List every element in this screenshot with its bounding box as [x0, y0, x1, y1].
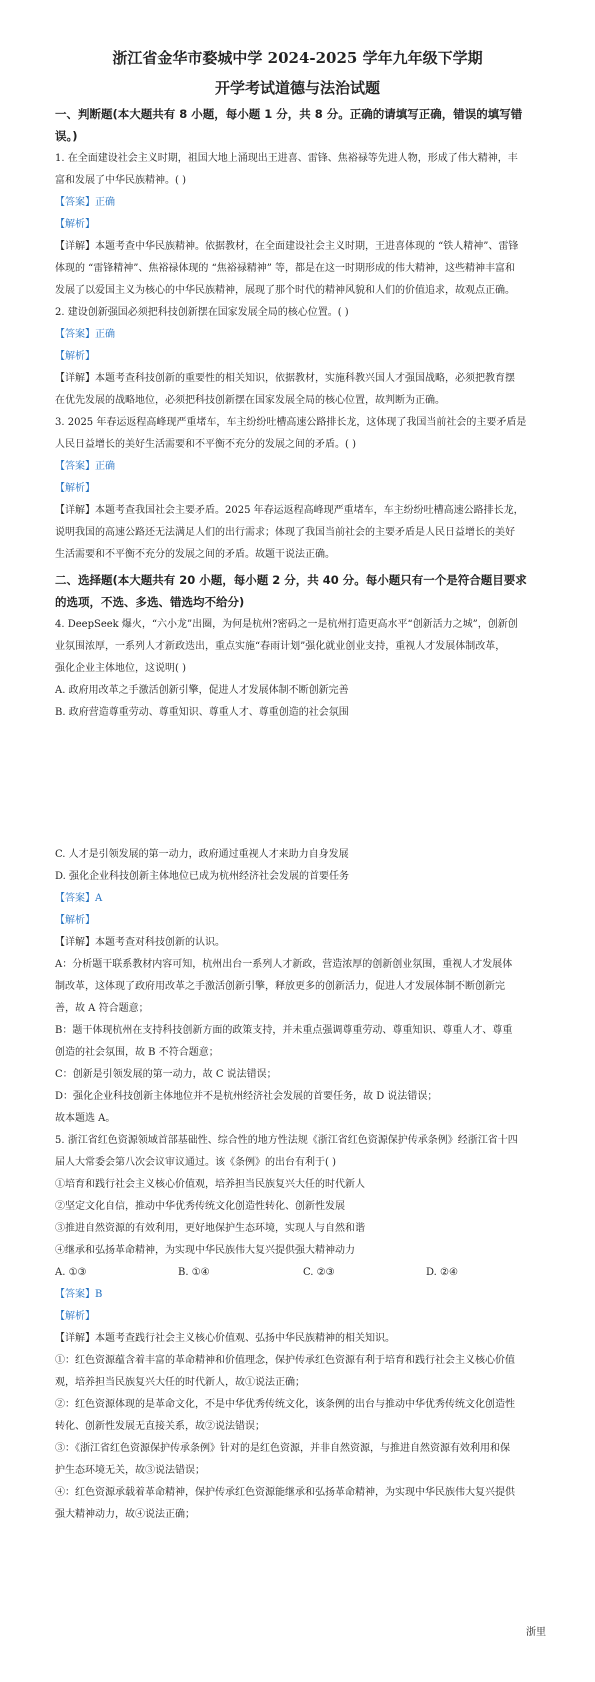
q5-item: ④继承和弘扬革命精神，为实现中华民族伟大复兴提供强大精神动力	[55, 1245, 355, 1256]
section1-heading: 一、判断题(本大题共有 8 小题，每小题 1 分，共 8 分。正确的请填写正确，错误的填写错	[55, 107, 523, 121]
q1-stem: 1. 在全面建设社会主义时期，祖国大地上涌现出王进喜、雷锋、焦裕禄等先进人物，形成了伟大精神，丰	[55, 153, 518, 164]
q3-detail: 生活需要和不平衡不充分的发展之间的矛盾。故题干说法正确。	[55, 549, 335, 560]
q4-option-d: D. 强化企业科技创新主体地位已成为杭州经济社会发展的首要任务	[55, 871, 350, 882]
q4-detail: 善，故 A 符合题意；	[55, 1003, 149, 1014]
q3-stem: 3. 2025 年春运返程高峰现严重堵车，车主纷纷吐槽高速公路排长龙，这体现了我国当前社会的主要矛盾是	[55, 417, 527, 428]
q4-option-c: C. 人才是引领发展的第一动力，政府通过重视人才来助力自身发展	[55, 849, 349, 860]
q5-detail: ③：《浙江省红色资源保护传承条例》针对的是红色资源，并非自然资源，与推进自然资源有效利用和保	[55, 1443, 510, 1454]
q2-answer: 【答案】正确	[55, 329, 115, 340]
q3-detail: 【详解】本题考查我国社会主要矛盾。2025 年春运返程高峰现严重堵车，车主纷纷吐槽高速公路排长龙，	[55, 505, 524, 516]
q5-choice-d: D. ②④	[426, 1267, 458, 1278]
q5-choice-c: C. ②③	[303, 1267, 335, 1278]
q4-detail: C：创新是引领发展的第一动力，故 C 说法错误；	[55, 1069, 277, 1080]
q4-jiexi: 【解析】	[55, 915, 95, 926]
q5-detail: 观，培养担当民族复兴大任的时代新人，故①说法正确；	[55, 1377, 305, 1388]
q3-stem: 人民日益增长的美好生活需要和不平衡不充分的发展之间的矛盾。( )	[55, 439, 356, 450]
q4-stem: 强化企业主体地位，这说明( )	[55, 663, 186, 674]
q5-detail: ①：红色资源蕴含着丰富的革命精神和价值理念，保护传承红色资源有利于培育和践行社会主义核心价值	[55, 1355, 515, 1366]
section2-heading-cont: 的选项，不选、多选、错选均不给分)	[55, 595, 245, 609]
q2-detail: 在优先发展的战略地位，必须把科技创新摆在国家发展全局的核心位置，故判断为正确。	[55, 395, 445, 406]
q4-detail: A：分析题干联系教材内容可知，杭州出台一系列人才新政，营造浓厚的创新创业氛围，重视人才发展体	[55, 959, 513, 970]
q4-stem: 4. DeepSeek 爆火，“六小龙”出圈，为何是杭州?密码之一是杭州打造更高水平“创新活力之城”，创新创	[55, 619, 518, 630]
section2-heading: 二、选择题(本大题共有 20 小题，每小题 2 分，共 40 分。每小题只有一个是符合题目要求	[55, 573, 527, 587]
q5-item: ②坚定文化自信，推动中华优秀传统文化创造性转化、创新性发展	[55, 1201, 345, 1212]
q3-jiexi: 【解析】	[55, 483, 95, 494]
q5-item: ③推进自然资源的有效利用，更好地保护生态环境，实现人与自然和谐	[55, 1223, 365, 1234]
q5-detail: 【详解】本题考查践行社会主义核心价值观、弘扬中华民族精神的相关知识。	[55, 1333, 395, 1344]
q2-stem: 2. 建设创新强国必须把科技创新摆在国家发展全局的核心位置。( )	[55, 307, 349, 318]
q1-stem: 富和发展了中华民族精神。( )	[55, 175, 186, 186]
q5-detail: 护生态环境无关，故③说法错误；	[55, 1465, 205, 1476]
section1-heading-cont: 误。)	[55, 129, 78, 143]
page-title-line1: 浙江省金华市婺城中学 2024-2025 学年九年级下学期	[112, 49, 483, 67]
q4-detail: 制改革，这体现了政府用改革之手激活创新引擎，释放更多的创新活力，促进人才发展体制不断创新完	[55, 981, 505, 992]
q1-detail: 【详解】本题考查中华民族精神。依据教材，在全面建设社会主义时期，王进喜体现的 “铁人精神”、雷锋	[55, 241, 519, 252]
q2-detail: 【详解】本题考查科技创新的重要性的相关知识，依据教材，实施科教兴国人才强国战略，必须把教育摆	[55, 373, 515, 384]
page-footer: 浙里	[526, 1627, 546, 1638]
q5-answer: 【答案】B	[55, 1289, 103, 1300]
q4-option-a: A. 政府用改革之手激活创新引擎，促进人才发展体制不断创新完善	[55, 685, 349, 696]
q5-stem: 届人大常委会第八次会议审议通过。该《条例》的出台有利于( )	[55, 1157, 336, 1168]
q5-detail: ②：红色资源体现的是革命文化，不是中华优秀传统文化，该条例的出台与推动中华优秀传统文化创造性	[55, 1399, 515, 1410]
q5-detail: 转化、创新性发展无直接关系，故②说法错误；	[55, 1421, 265, 1432]
q4-detail: 故本题选 A。	[55, 1113, 116, 1124]
q1-jiexi: 【解析】	[55, 219, 95, 230]
q5-choice-b: B. ①④	[178, 1267, 210, 1278]
q1-detail: 体现的 “雷锋精神”、焦裕禄体现的 “焦裕禄精神” 等，都是在这一时期形成的伟大精神，这些精神丰富和	[55, 263, 515, 274]
q5-detail: 强大精神动力，故④说法正确；	[55, 1509, 195, 1520]
q3-detail: 说明我国的高速公路还无法满足人们的出行需求；体现了我国当前社会的主要矛盾是人民日益增长的美好	[55, 527, 515, 538]
q2-jiexi: 【解析】	[55, 351, 95, 362]
q1-detail: 发展了以爱国主义为核心的中华民族精神，展现了那个时代的精神风貌和人们的价值追求，故观点正确。	[55, 285, 515, 296]
page-title-line2: 开学考试道德与法治试题	[214, 79, 380, 97]
q4-detail: 创造的社会氛围，故 B 不符合题意；	[55, 1047, 219, 1058]
q4-stem: 业氛围浓厚，一系列人才新政迭出，重点实施“春雨计划”强化就业创业支持，重视人才发展体制改革，	[55, 641, 506, 652]
q5-choice-a: A. ①③	[55, 1267, 87, 1278]
q4-answer: 【答案】A	[55, 893, 103, 904]
q1-answer: 【答案】正确	[55, 197, 115, 208]
q4-detail: B：题干体现杭州在支持科技创新方面的政策支持，并未重点强调尊重劳动、尊重知识、尊重人才、尊重	[55, 1025, 513, 1036]
q4-detail: 【详解】本题考查对科技创新的认识。	[55, 937, 225, 948]
q3-answer: 【答案】正确	[55, 461, 115, 472]
q5-item: ①培育和践行社会主义核心价值观，培养担当民族复兴大任的时代新人	[55, 1179, 365, 1190]
q4-option-b: B. 政府营造尊重劳动、尊重知识、尊重人才、尊重创造的社会氛围	[55, 707, 349, 718]
q4-detail: D：强化企业科技创新主体地位并不是杭州经济社会发展的首要任务，故 D 说法错误；	[55, 1091, 438, 1102]
q5-detail: ④：红色资源承载着革命精神，保护传承红色资源能继承和弘扬革命精神，为实现中华民族伟大复兴提供	[55, 1487, 515, 1498]
q5-stem: 5. 浙江省红色资源领域首部基础性、综合性的地方性法规《浙江省红色资源保护传承条例》经浙江省十四	[55, 1135, 518, 1146]
q5-jiexi: 【解析】	[55, 1311, 95, 1322]
